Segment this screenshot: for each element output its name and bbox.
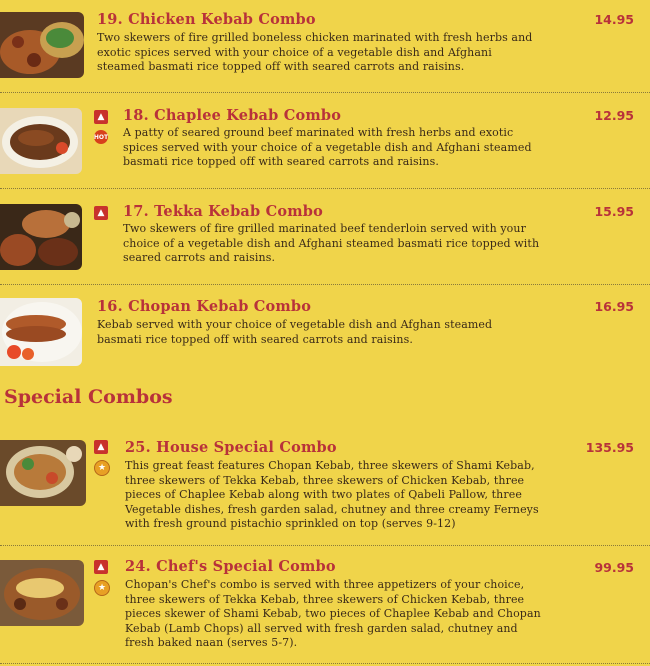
dish-photo bbox=[0, 560, 84, 626]
dish-photo bbox=[0, 440, 86, 506]
item-price: 14.95 bbox=[594, 12, 634, 27]
dish-photo bbox=[0, 298, 82, 366]
badge-group bbox=[94, 110, 110, 150]
item-price: 135.95 bbox=[585, 440, 634, 455]
item-title[interactable]: 17. Tekka Kebab Combo bbox=[123, 203, 323, 220]
divider bbox=[0, 284, 650, 285]
item-price: 16.95 bbox=[594, 299, 634, 314]
item-description: Two skewers of fire grilled boneless chicken marinated with fresh herbs and exotic spices served with your choice of a vegetable dish and Afghani steamed basmati rice topped off with seared carrots and raisins. bbox=[97, 31, 533, 73]
divider bbox=[0, 545, 650, 546]
dish-photo bbox=[0, 108, 82, 174]
item-title[interactable]: 16. Chopan Kebab Combo bbox=[97, 298, 312, 315]
item-description: This great feast features Chopan Kebab, three skewers of Shami Kebab, three skewers of Tekka Kebab, three skewers of Chicken Kebab, three pieces of Chaplee Kebab along with two plates of Qabeli Pallow, three Vegetable dishes, fresh garden salad, chutney and three creamy Ferneys with fresh ground pistachio sprinkled on top (serves 9-12) bbox=[125, 459, 539, 530]
divider bbox=[0, 663, 650, 664]
badge-group bbox=[94, 560, 110, 602]
item-title[interactable]: 25. House Special Combo bbox=[125, 439, 337, 456]
thumbs-up-icon: ▲ bbox=[94, 110, 108, 124]
dish-photo bbox=[0, 12, 84, 78]
section-title: Special Combos bbox=[4, 386, 173, 408]
item-description: Two skewers of fire grilled marinated beef tenderloin served with your choice of a vegetable dish and Afghani steamed basmati rice topped with seared carrots and raisins. bbox=[123, 222, 540, 264]
badge-group bbox=[94, 440, 110, 482]
item-title[interactable]: 19. Chicken Kebab Combo bbox=[97, 11, 316, 28]
divider bbox=[0, 92, 650, 93]
item-description: Kebab served with your choice of vegetable dish and Afghan steamed basmati rice topped off with seared carrots and raisins. bbox=[97, 318, 493, 346]
thumbs-up-icon: ▲ bbox=[94, 206, 108, 220]
hot-icon: HOT bbox=[94, 130, 108, 144]
divider bbox=[0, 188, 650, 189]
medal-icon: ★ bbox=[94, 460, 110, 476]
medal-icon: ★ bbox=[94, 580, 110, 596]
badge-group bbox=[94, 206, 110, 226]
thumbs-up-icon: ▲ bbox=[94, 440, 108, 454]
item-price: 12.95 bbox=[594, 108, 634, 123]
item-title[interactable]: 18. Chaplee Kebab Combo bbox=[123, 107, 342, 124]
item-price: 15.95 bbox=[594, 204, 634, 219]
thumbs-up-icon: ▲ bbox=[94, 560, 108, 574]
item-description: Chopan's Chef's combo is served with three appetizers of your choice, three skewers of Tekka Kebab, three skewers of Chicken Kebab, three pieces skewer of Shami Kebab, two pieces of Chaplee Kebab and Chopan Kebab (Lamb Chops) all served with fresh garden salad, chutney and fresh baked naan (serves 5-7). bbox=[125, 578, 541, 649]
dish-photo bbox=[0, 204, 82, 270]
item-title[interactable]: 24. Chef's Special Combo bbox=[125, 558, 336, 575]
item-description: A patty of seared ground beef marinated with fresh herbs and exotic spices served with your choice of a vegetable dish and Afghani steamed basmati rice topped off with seared carrots and raisins. bbox=[123, 126, 532, 168]
item-price: 99.95 bbox=[594, 560, 634, 575]
